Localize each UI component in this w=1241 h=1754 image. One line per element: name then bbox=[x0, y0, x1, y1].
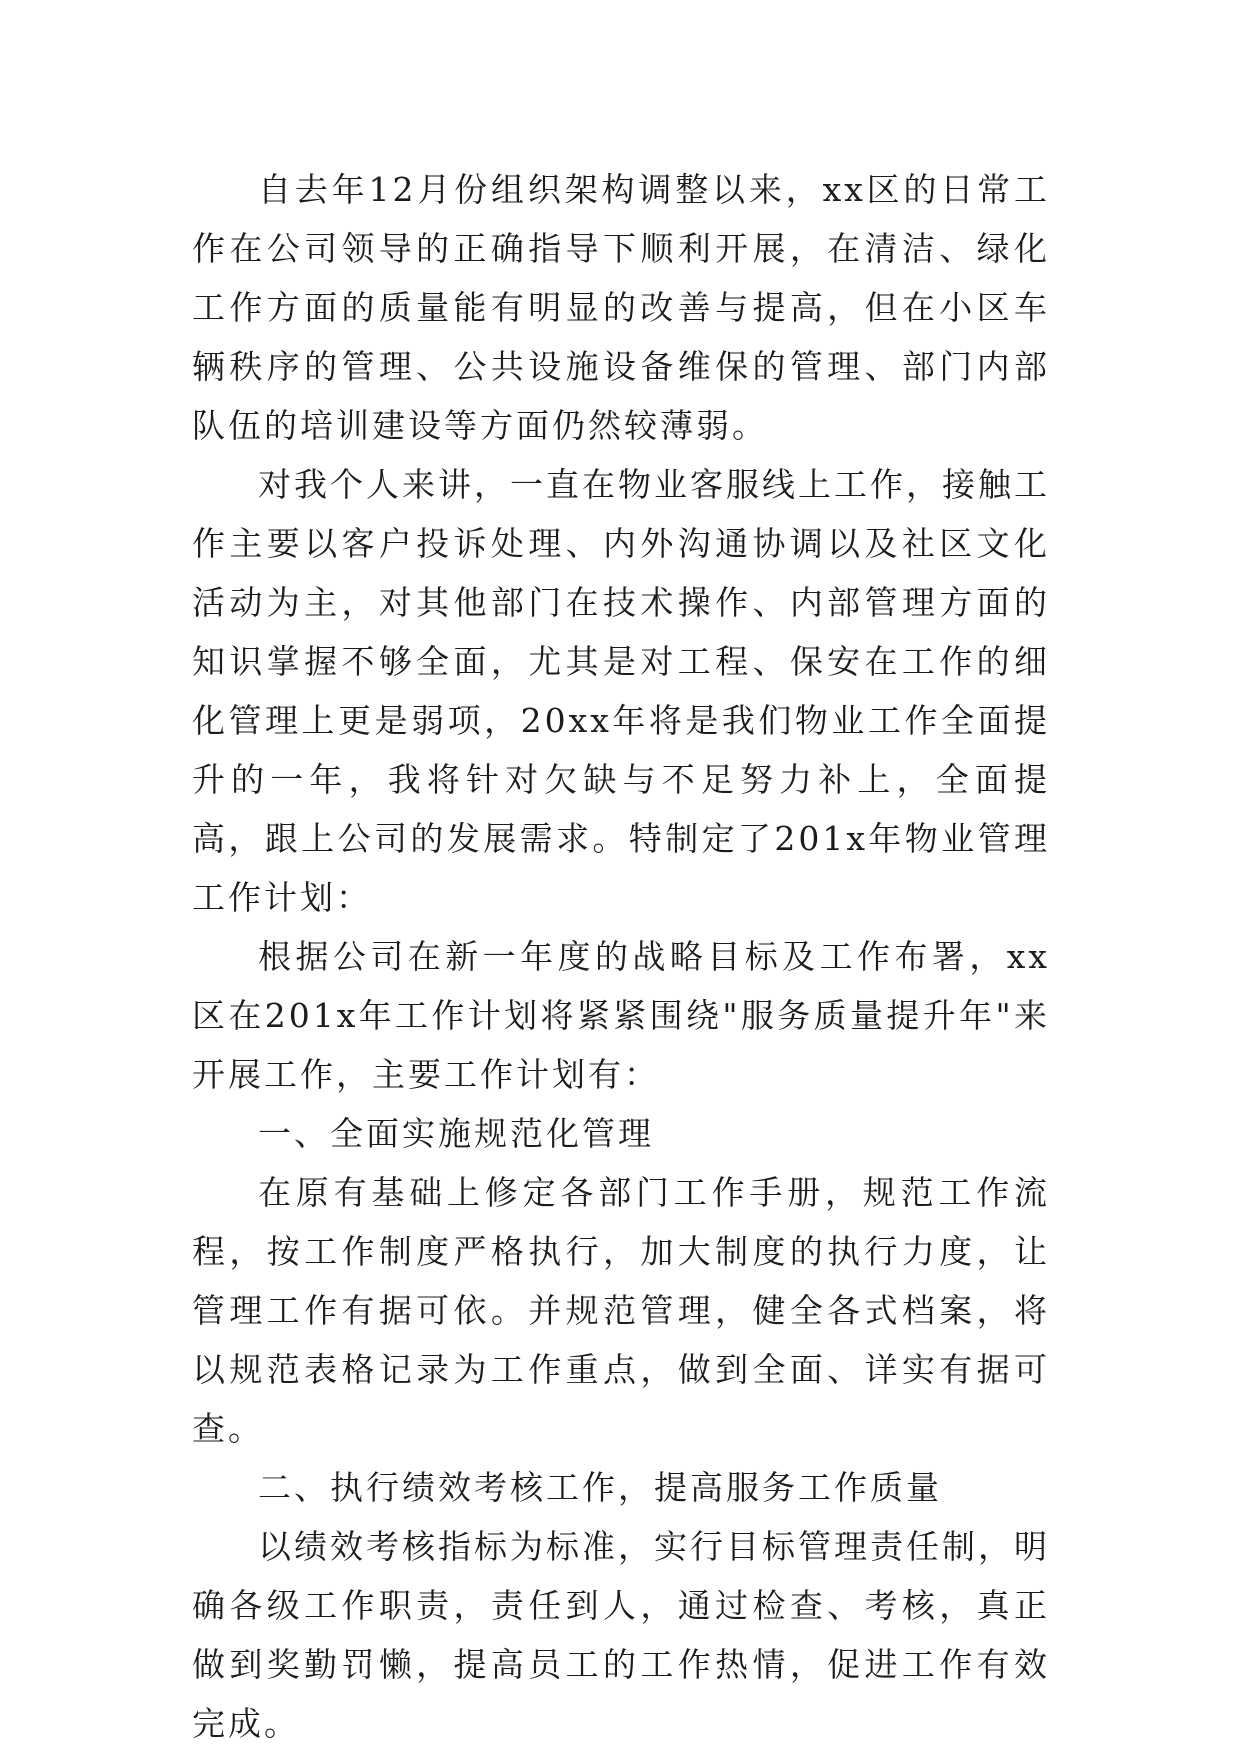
document-body bbox=[192, 160, 1050, 1753]
paragraph-performance: 以绩效考核指标为标准，实行目标管理责任制，明确各级工作职责，责任到人，通过检查、考核，真正做到奖勤罚懒，提高员工的工作热情，促进工作有效完成。 bbox=[192, 1527, 1050, 1743]
paragraph-plan-overview: 根据公司在新一年度的战略目标及工作布署，xx区在201x年工作计划将紧紧围绕"服务质量提升年"来开展工作，主要工作计划有： bbox=[192, 937, 1050, 1094]
paragraph-intro: 自去年12月份组织架构调整以来，xx区的日常工作在公司领导的正确指导下顺利开展，在清洁、绿化工作方面的质量能有明显的改善与提高，但在小区车辆秩序的管理、公共设施设备维保的管理、部门内部队伍的培训建设等方面仍然较薄弱。 bbox=[192, 170, 1050, 445]
section-heading-performance: 二、执行绩效考核工作，提高服务工作质量 bbox=[258, 1468, 942, 1507]
paragraph-personal: 对我个人来讲，一直在物业客服线上工作，接触工作主要以客户投诉处理、内外沟通协调以及社区文化活动为主，对其他部门在技术操作、内部管理方面的知识掌握不够全面，尤其是对工程、保安在工作的细化管理上更是弱项，20xx年将是我们物业工作全面提升的一年，我将针对欠缺与不足努力补上，全面提高，跟上公司的发展需求。特制定了201x年物业管理工作计划： bbox=[192, 465, 1050, 917]
paragraph-standardization: 在原有基础上修定各部门工作手册，规范工作流程，按工作制度严格执行，加大制度的执行力度，让管理工作有据可依。并规范管理，健全各式档案，将以规范表格记录为工作重点，做到全面、详实有据可查。 bbox=[192, 1173, 1050, 1448]
section-heading-standardization: 一、全面实施规范化管理 bbox=[258, 1114, 654, 1153]
